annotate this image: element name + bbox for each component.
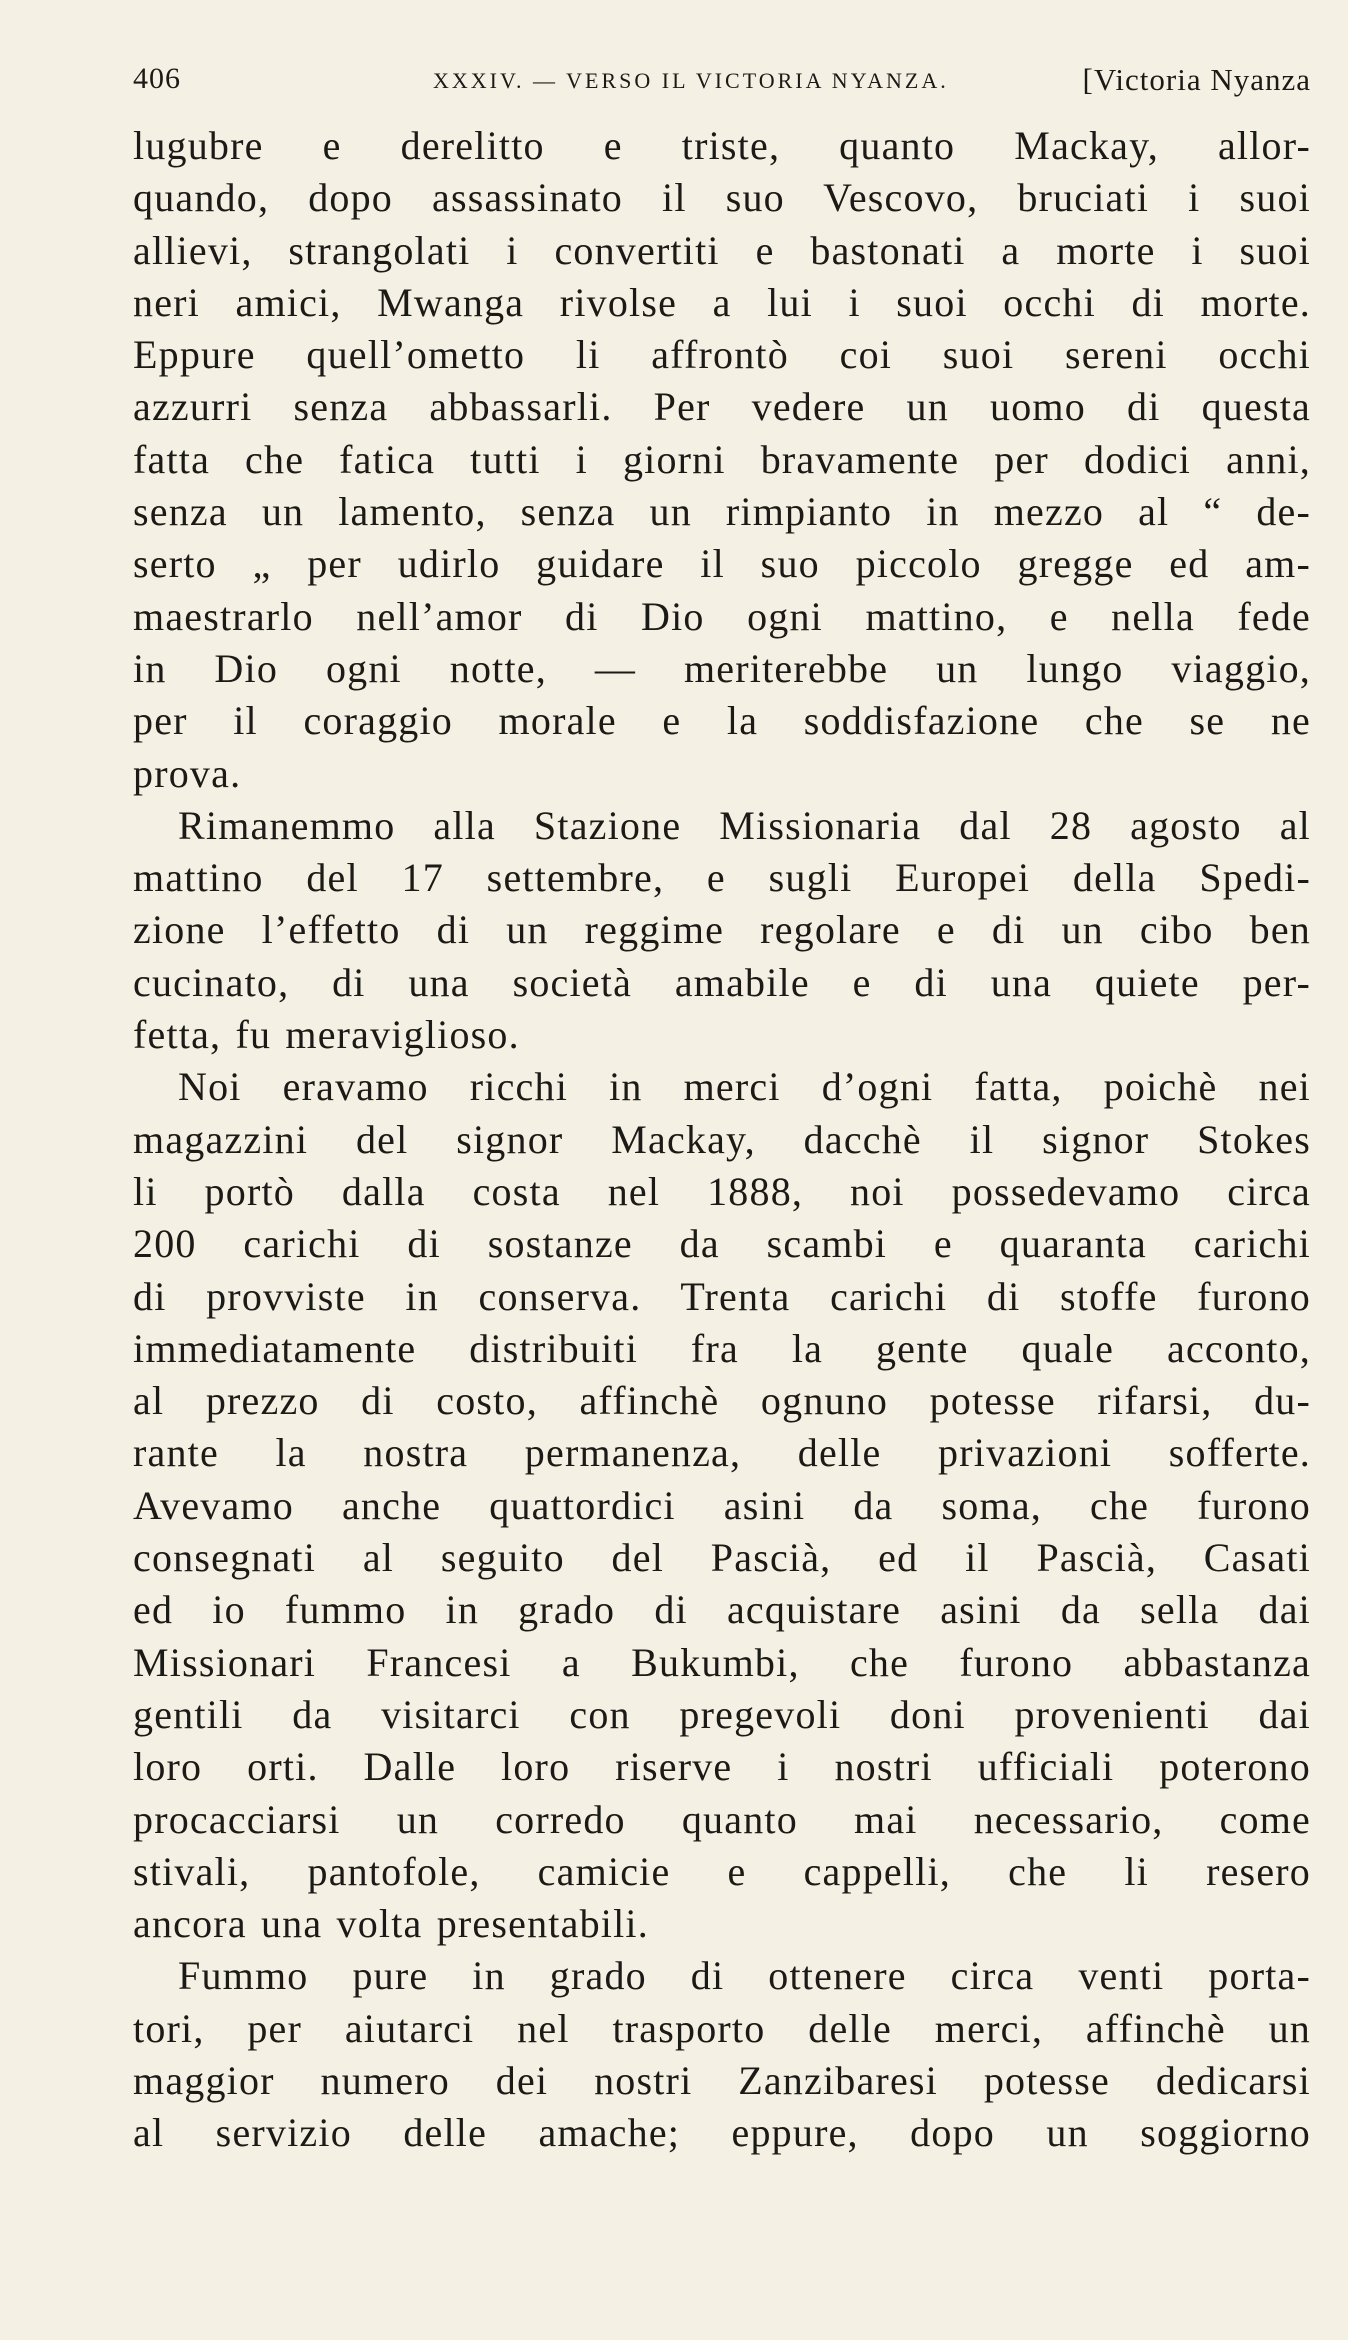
text-line: consegnati al seguito del Pascià, ed il Pascià, Casati [133,1535,1311,1581]
text-line: in Dio ogni notte, — meriterebbe un lungo viaggio, [133,645,1311,691]
text-line: Rimanemmo alla Stazione Missionaria dal 28 agosto al [178,802,1311,848]
text-line: neri amici, Mwanga rivolse a lui i suoi occhi di morte. [133,279,1311,325]
text-line: Avevamo anche quattordici asini da soma, che furono [133,1482,1311,1528]
page-number: 406 [133,62,181,95]
paragraph-2 [133,800,1311,1061]
paragraph-1 [133,120,1311,800]
text-line: al servizio delle amache; eppure, dopo un soggiorno [133,2110,1311,2156]
running-title: XXXIV. — VERSO IL VICTORIA NYANZA. [433,68,949,93]
text-line: azzurri senza abbassarli. Per vedere un uomo di questa [133,384,1311,430]
text-line: fetta, fu meraviglioso. [133,1012,520,1058]
text-line: per il coraggio morale e la soddisfazione che se ne [133,698,1311,744]
section-tag: [Victoria Nyanza [1082,62,1311,97]
text-line: senza un lamento, senza un rimpianto in mezzo al “ de- [133,489,1311,535]
text-line: prova. [133,750,242,796]
text-line: maestrarlo nell’amor di Dio ogni mattino, e nella fede [133,593,1311,639]
text-line: tori, per aiutarci nel trasporto delle merci, affinchè un [133,2005,1311,2051]
text-line: zione l’effetto di un reggime regolare e di un cibo ben [133,907,1311,953]
text-line: procacciarsi un corredo quanto mai necessario, come [133,1796,1311,1842]
paragraph-3 [133,1061,1311,1950]
text-line: ed io fummo in grado di acquistare asini da sella dai [133,1587,1311,1633]
text-line: rante la nostra permanenza, delle privazioni sofferte. [133,1430,1311,1476]
text-line: fatta che fatica tutti i giorni bravamente per dodici anni, [133,436,1311,482]
text-line: stivali, pantofole, camicie e cappelli, che li resero [133,1848,1311,1894]
text-line: Eppure quell’ometto li affrontò coi suoi sereni occhi [133,332,1311,378]
text-line: li portò dalla costa nel 1888, noi possedevamo circa [133,1168,1311,1214]
text-line: allievi, strangolati i convertiti e bastonati a morte i suoi [133,227,1311,273]
text-line: ancora una volta presentabili. [133,1901,649,1947]
text-line: maggior numero dei nostri Zanzibaresi potesse dedicarsi [133,2057,1311,2103]
text-line: cucinato, di una società amabile e di una quiete per- [133,959,1311,1005]
page-header [133,62,1311,112]
text-line: Noi eravamo ricchi in merci d’ogni fatta, poichè nei [178,1064,1311,1110]
paragraph-4 [133,1950,1311,2159]
text-line: 200 carichi di sostanze da scambi e quaranta carichi [133,1221,1311,1267]
text-line: lugubre e derelitto e triste, quanto Mackay, allor- [133,123,1311,168]
text-line: quando, dopo assassinato il suo Vescovo, bruciati i suoi [133,175,1311,221]
text-line: immediatamente distribuiti fra la gente quale acconto, [133,1325,1311,1371]
text-line: magazzini del signor Mackay, dacchè il signor Stokes [133,1116,1311,1162]
text-line: al prezzo di costo, affinchè ognuno potesse rifarsi, du- [133,1378,1311,1424]
text-line: mattino del 17 settembre, e sugli Europei della Spedi- [133,855,1311,901]
text-line: loro orti. Dalle loro riserve i nostri ufficiali poterono [133,1744,1311,1790]
text-line: Missionari Francesi a Bukumbi, che furono abbastanza [133,1639,1311,1685]
text-line: serto „ per udirlo guidare il suo piccolo gregge ed am- [133,541,1311,587]
text-line: gentili da visitarci con pregevoli doni provenienti dai [133,1691,1311,1737]
body-text [133,120,1311,2160]
text-line: di provviste in conserva. Trenta carichi di stoffe furono [133,1273,1311,1319]
text-line: Fummo pure in grado di ottenere circa venti porta- [178,1953,1311,1999]
